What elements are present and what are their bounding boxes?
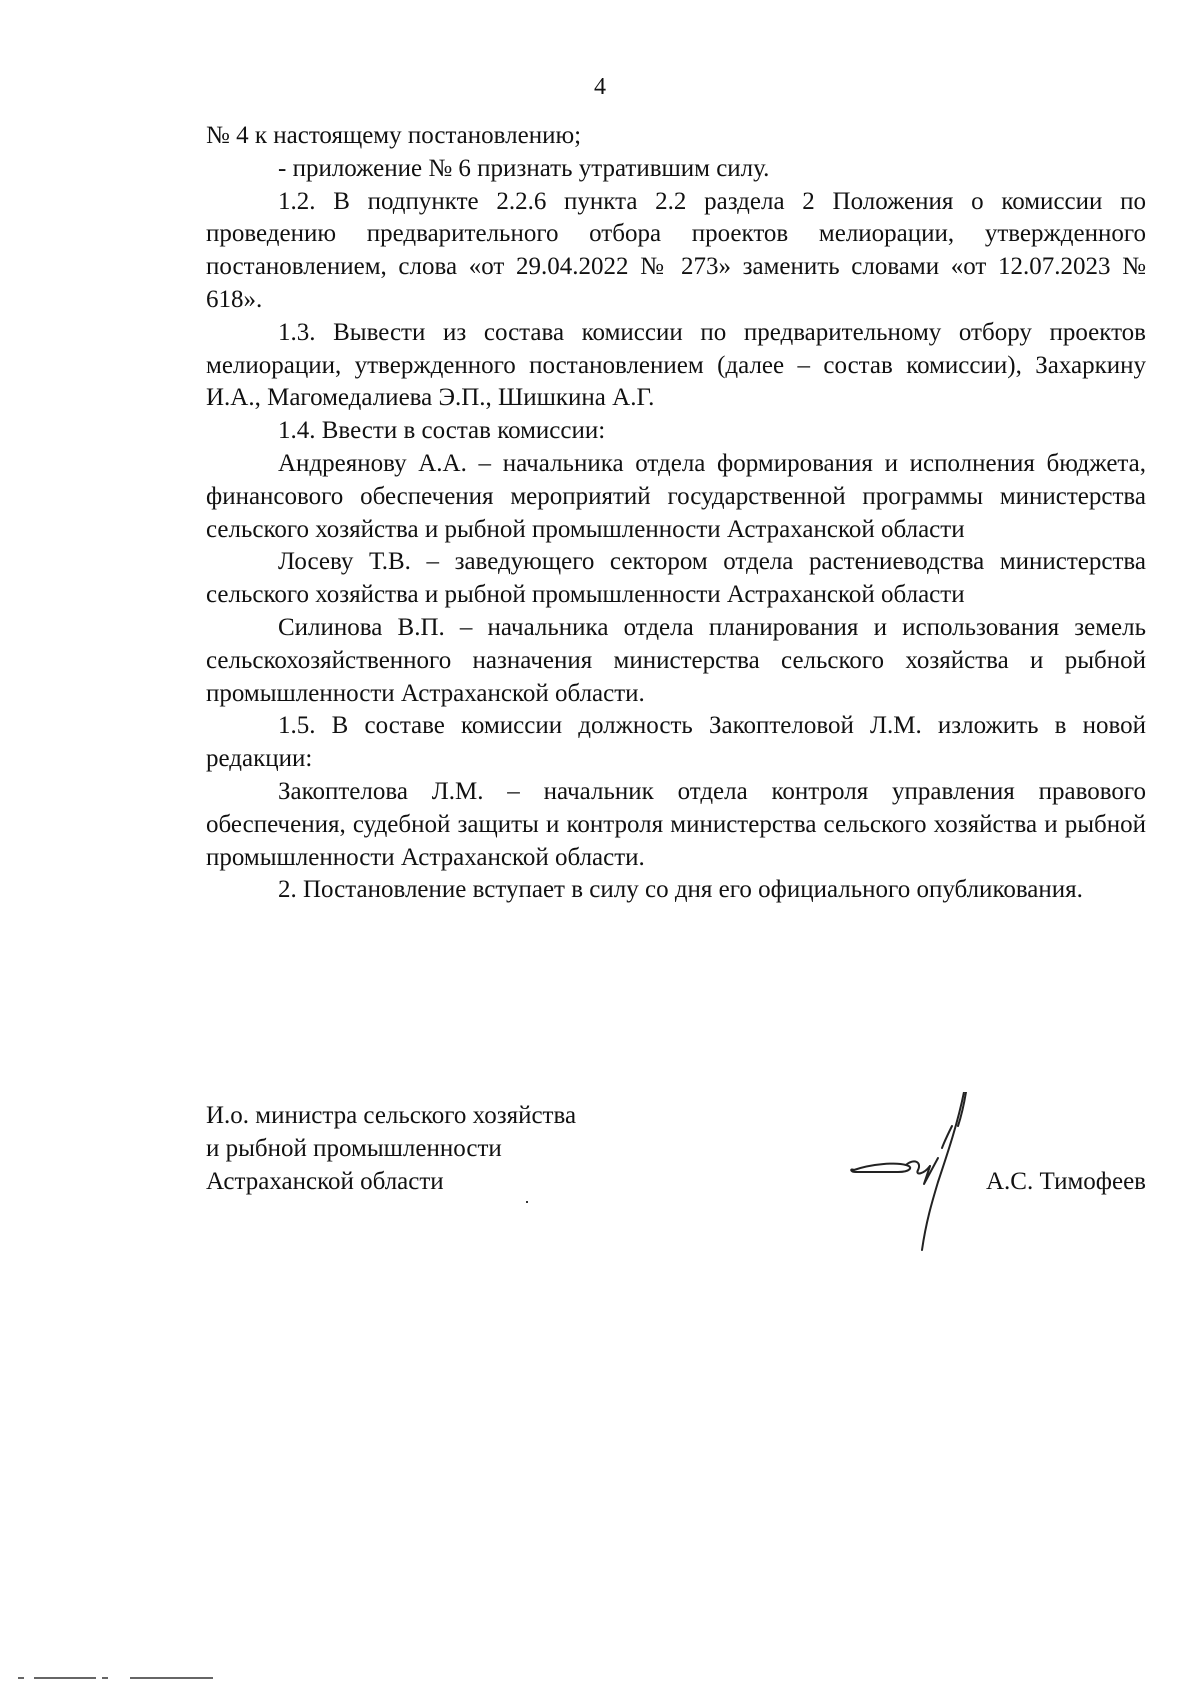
paragraph: Закоптелова Л.М. – начальник отдела контроля управления правового обеспечения, судебной защиты и контроля министерства сельского хозяйства и рыбной промышленности Астраханской области. bbox=[206, 777, 1146, 871]
signer-position-line: Астраханской области bbox=[206, 1167, 444, 1195]
signer-position-line: и рыбной промышленности bbox=[206, 1134, 502, 1162]
signer-position bbox=[206, 1100, 576, 1198]
paragraph: 2. Постановление вступает в силу со дня его официального опубликования. bbox=[278, 876, 1083, 904]
handwritten-signature bbox=[826, 1092, 986, 1262]
paragraph: 1.4. Ввести в состав комиссии: bbox=[278, 417, 606, 445]
paragraph: Лосеву Т.В. – заведующего сектором отдела растениеводства министерства сельского хозяйства и рыбной промышленности Астраханской области bbox=[206, 548, 1146, 609]
signature-block bbox=[206, 1100, 1146, 1270]
paragraph: - приложение № 6 признать утратившим силу. bbox=[278, 154, 770, 182]
paragraph: 1.2. В подпункте 2.2.6 пункта 2.2 раздела 2 Положения о комиссии по проведению предварительного отбора проектов мелиорации, утвержденного постановлением, слова «от 29.04.2022 № 273» заменить словами «от 12.07.2023 № 618». bbox=[206, 187, 1146, 313]
paragraph: Андреянову А.А. – начальника отдела формирования и исполнения бюджета, финансового обеспечения мероприятий государственной программы министерства сельского хозяйства и рыбной промышленности Астраханской области bbox=[206, 449, 1146, 543]
scan-edge-marks bbox=[18, 1675, 238, 1681]
paragraph: № 4 к настоящему постановлению; bbox=[206, 122, 582, 149]
page-number: 4 bbox=[594, 74, 606, 100]
paragraph: 1.3. Вывести из состава комиссии по предварительному отбору проектов мелиорации, утвержденного постановлением (далее – состав комиссии), Захаркину И.А., Магомедалиева Э.П., Шишкина А.Г. bbox=[206, 318, 1146, 412]
paragraph: Силинова В.П. – начальника отдела планирования и использования земель сельскохозяйственного назначения министерства сельского хозяйства и рыбной промышленности Астраханской области. bbox=[206, 613, 1146, 707]
signer-position-line: И.о. министра сельского хозяйства bbox=[206, 1102, 577, 1129]
scan-speck bbox=[526, 1201, 528, 1203]
paragraph: 1.5. В составе комиссии должность Закоптеловой Л.М. изложить в новой редакции: bbox=[206, 712, 1146, 773]
document-body bbox=[206, 120, 1146, 907]
signer-name: А.С. Тимофеев bbox=[985, 1167, 1146, 1195]
